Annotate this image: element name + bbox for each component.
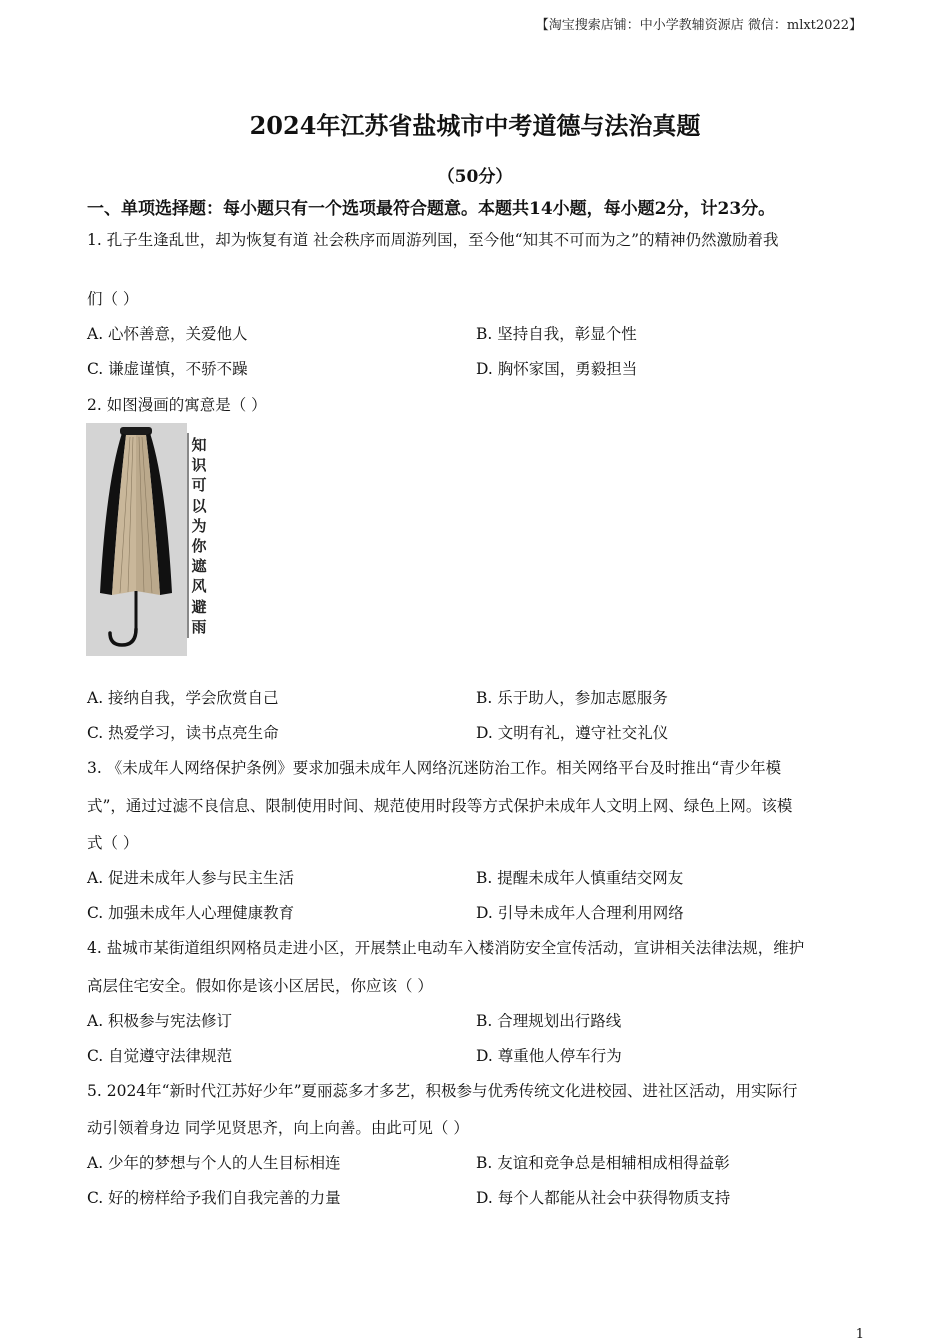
question-3-option-a: A. 促进未成年人参与民主生活: [87, 869, 295, 887]
question-3-line-1: 3. 《未成年人网络保护条例》要求加强未成年人网络沉迷防治工作。相关网络平台及时推出“青少年模: [87, 759, 782, 777]
question-1-option-c: C. 谦虚谨慎，不骄不躁: [87, 360, 248, 378]
question-3-option-c: C. 加强未成年人心理健康教育: [87, 904, 295, 922]
question-2-line-1: 2. 如图漫画的寓意是（ ）: [87, 396, 267, 414]
question-2-option-a: A. 接纳自我，学会欣赏自己: [87, 689, 279, 707]
question-1-line-1: 1. 孔子生逢乱世，却为恢复有道 社会秩序而周游列国，至今他“知其不可而为之”的精神仍然激励着我: [87, 231, 779, 249]
question-1-option-a: A. 心怀善意，关爱他人: [87, 325, 248, 343]
header-note: 【淘宝搜索店铺：中小学教辅资源店 微信：mlxt2022】: [535, 18, 862, 33]
question-4-option-c: C. 自觉遵守法律规范: [87, 1047, 233, 1065]
question-4-line-1: 4. 盐城市某街道组织网格员走进小区，开展禁止电动车入楼消防安全宣传活动，宣讲相关法律法规，维护: [87, 939, 805, 957]
section-heading: 一、单项选择题：每小题只有一个选项最符合题意。本题共14小题，每小题2分，计23分。: [87, 199, 776, 219]
cartoon-caption: 知识可以为你遮风避雨: [191, 436, 207, 636]
caption-divider: [187, 433, 189, 638]
question-4-option-a: A. 积极参与宪法修订: [87, 1012, 233, 1030]
question-4-option-b: B. 合理规划出行路线: [476, 1012, 622, 1030]
question-1-option-b: B. 坚持自我，彰显个性: [476, 325, 637, 343]
page-number: 1: [855, 1327, 864, 1342]
question-5-option-a: A. 少年的梦想与个人的人生目标相连: [87, 1154, 341, 1172]
cartoon-image: [86, 423, 187, 656]
page-title: 2024年江苏省盐城市中考道德与法治真题: [249, 111, 701, 140]
question-4-line-2: 高层住宅安全。假如你是该小区居民，你应该（ ）: [87, 977, 433, 995]
question-5-line-1: 5. 2024年“新时代江苏好少年”夏丽蕊多才多艺，积极参与优秀传统文化进校园、进社区活动，用实际行: [87, 1082, 798, 1100]
score-label: （50分）: [437, 167, 513, 187]
question-2-option-d: D. 文明有礼，遵守社交礼仪: [476, 724, 669, 742]
question-3-line-2: 式”，通过过滤不良信息、限制使用时间、规范使用时段等方式保护未成年人文明上网、绿色上网。该模: [87, 797, 793, 815]
question-4-option-d: D. 尊重他人停车行为: [476, 1047, 622, 1065]
question-1-line-2: 们（ ）: [87, 290, 139, 308]
question-1-option-d: D. 胸怀家国，勇毅担当: [476, 360, 638, 378]
question-2-option-c: C. 热爱学习，读书点亮生命: [87, 724, 279, 742]
question-5-option-d: D. 每个人都能从社会中获得物质支持: [476, 1189, 731, 1207]
question-5-option-c: C. 好的榜样给予我们自我完善的力量: [87, 1189, 341, 1207]
question-5-option-b: B. 友谊和竞争总是相辅相成相得益彰: [476, 1154, 730, 1172]
question-3-option-b: B. 提醒未成年人慎重结交网友: [476, 869, 684, 887]
question-2-option-b: B. 乐于助人，参加志愿服务: [476, 689, 668, 707]
question-3-line-3: 式（ ）: [87, 834, 139, 852]
book-umbrella-illustration: [86, 423, 187, 656]
question-5-line-2: 动引领着身边 同学见贤思齐，向上向善。由此可见（ ）: [87, 1119, 469, 1137]
question-3-option-d: D. 引导未成年人合理利用网络: [476, 904, 684, 922]
